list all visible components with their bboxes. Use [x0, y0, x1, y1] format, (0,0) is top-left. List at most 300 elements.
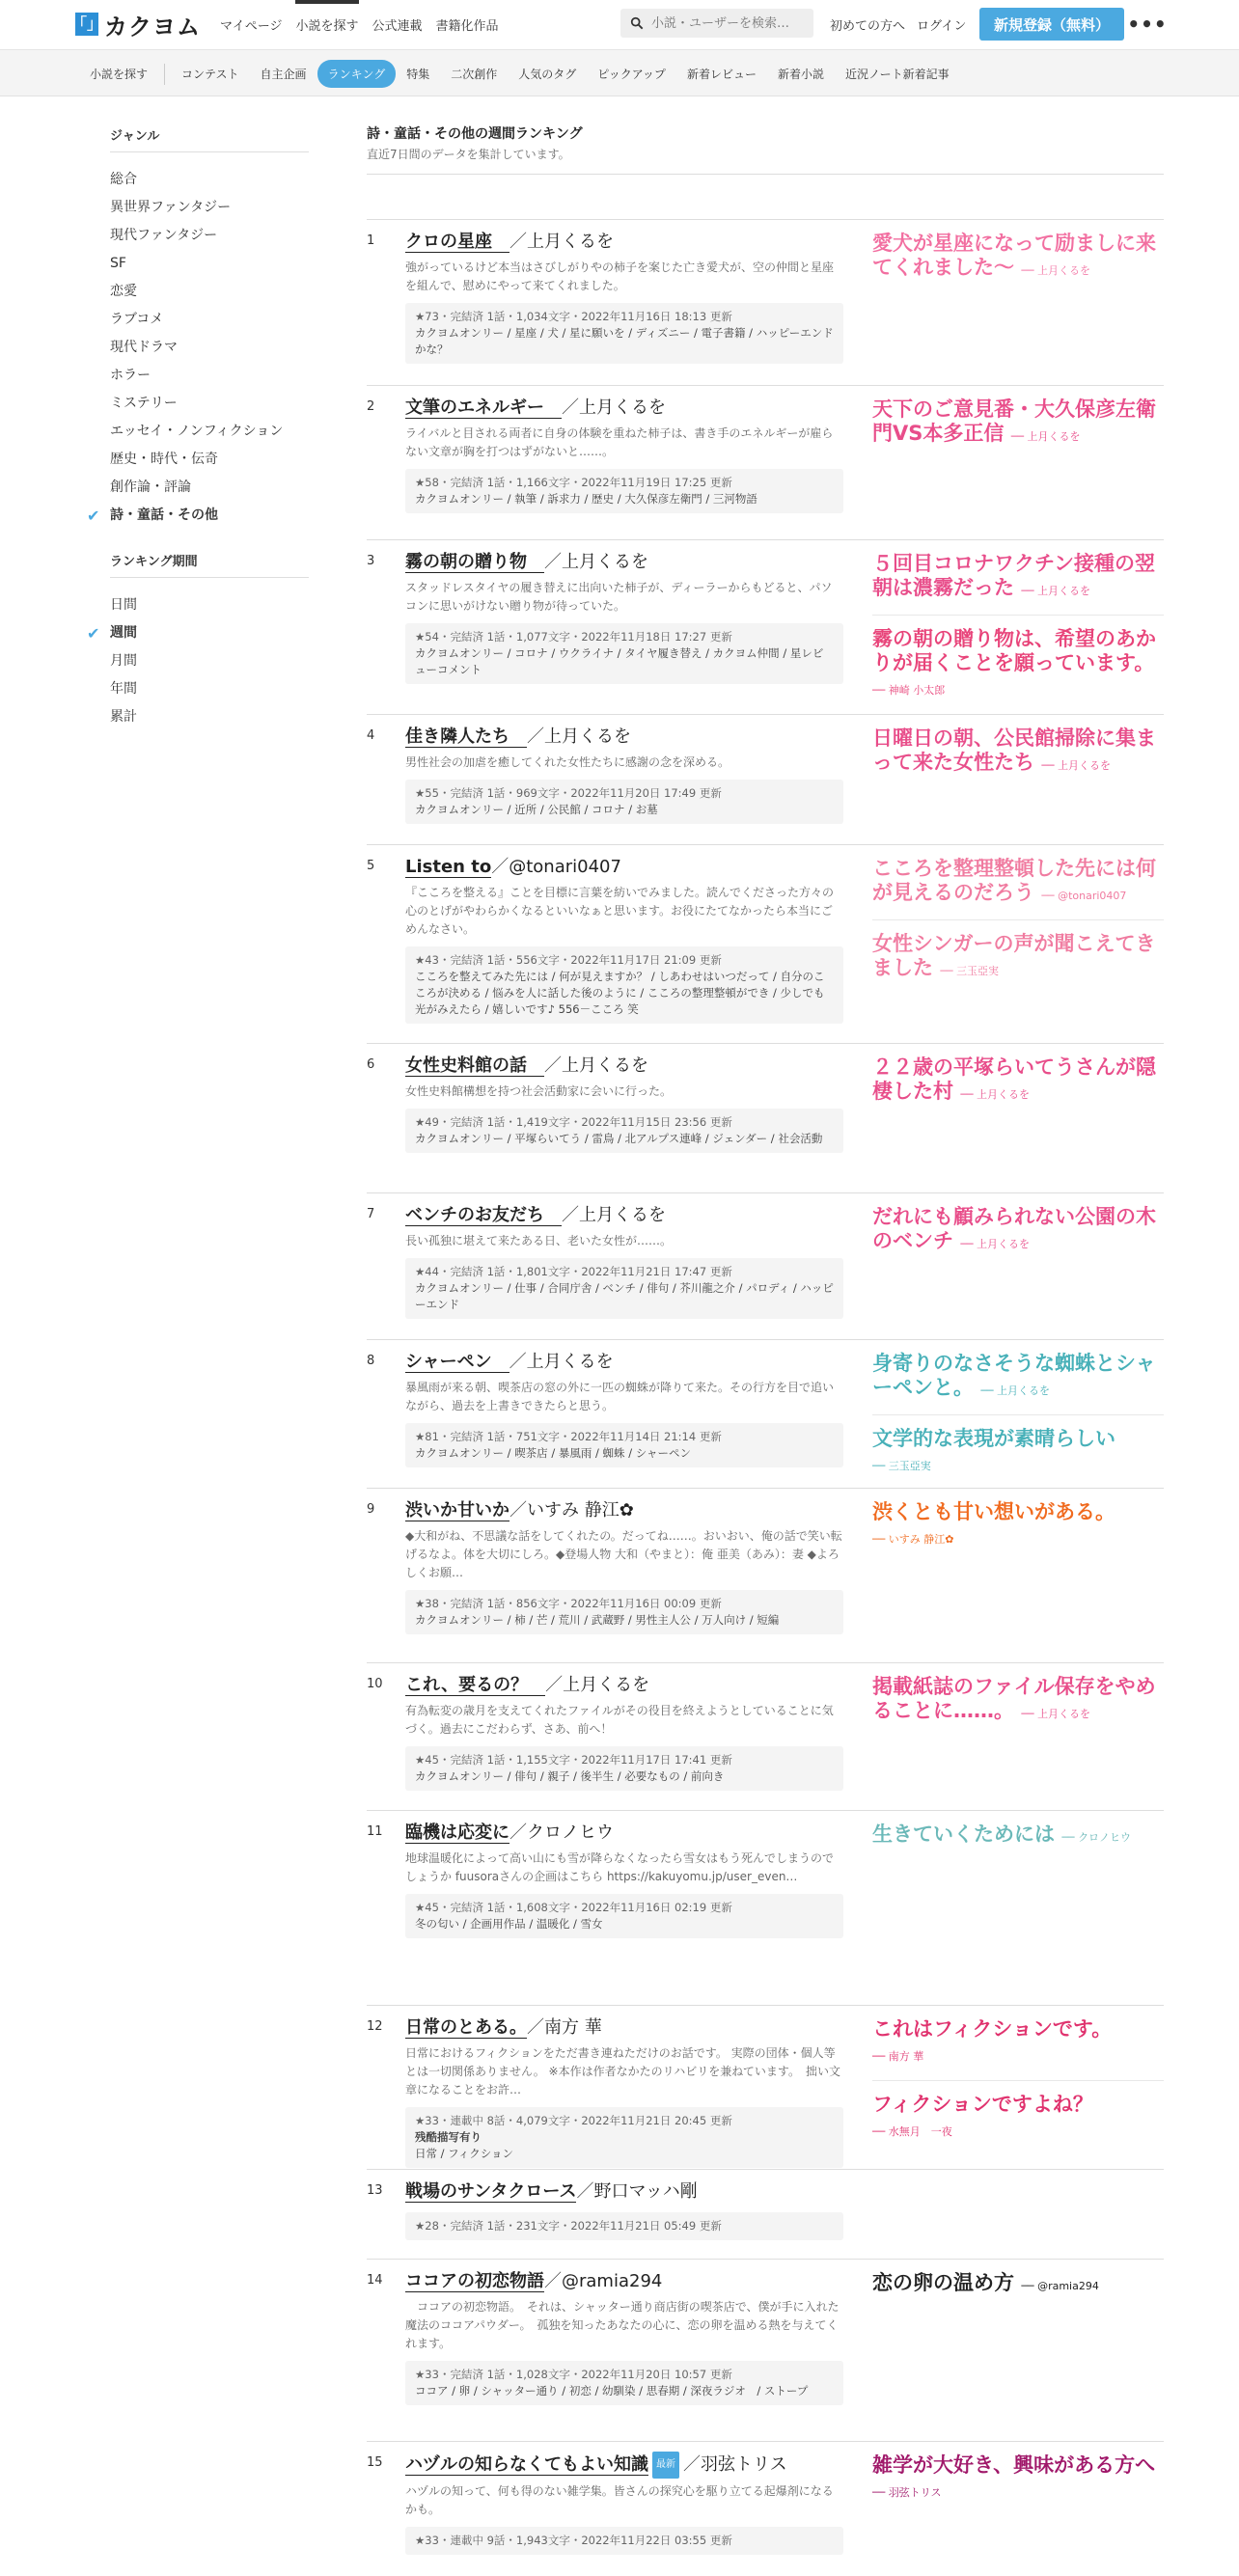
- rank-number: 14: [367, 2273, 383, 2288]
- genre-item-label: 恋愛: [110, 284, 137, 299]
- subnav-item[interactable]: 二次創作: [451, 68, 498, 81]
- author-separator: ／: [509, 1500, 527, 1521]
- work-stats: ★73・完結済 1話・1,034文字・2022年11月16日 18:13 更新: [415, 310, 732, 323]
- work-title-link[interactable]: ベンチのお友だち: [405, 1205, 562, 1225]
- review-list: [872, 1675, 1164, 1738]
- subnav-item[interactable]: 新着小説: [777, 68, 824, 81]
- work-tags[interactable]: 冬の匂い / 企画用作品 / 温暖化 / 雪女: [415, 1917, 603, 1931]
- review-author[interactable]: ── 羽弦トリス: [872, 2486, 942, 2499]
- work-info: [405, 2179, 843, 2240]
- author-link[interactable]: 羽弦トリス: [701, 2454, 787, 2475]
- period-item[interactable]: [110, 647, 309, 675]
- logo-mark-icon: 「」: [75, 13, 98, 36]
- ranking-entry: [367, 539, 1164, 714]
- work-info: [405, 2269, 843, 2405]
- work-meta: [405, 2107, 843, 2168]
- author-link[interactable]: いすみ 静江✿: [527, 1500, 634, 1521]
- review-text: ５回目コロナワクチン接種の翌朝は濃霧だった: [872, 552, 1155, 599]
- subnav-item[interactable]: 自主企画: [260, 68, 307, 81]
- review-author[interactable]: ── 上月くるを: [1011, 430, 1081, 443]
- review-text: これはフィクションです。: [872, 2017, 1113, 2041]
- work-title-link[interactable]: 女性史料館の話: [405, 1055, 544, 1076]
- review-catchphrase[interactable]: [872, 1822, 1164, 1861]
- author-link[interactable]: 上月くるを: [544, 726, 631, 747]
- review-author[interactable]: ── 上月くるを: [1021, 585, 1090, 597]
- subnav-item[interactable]: 人気のタグ: [518, 68, 577, 81]
- work-title-link[interactable]: 佳き隣人たち: [405, 726, 527, 747]
- author-link[interactable]: 上月くるを: [563, 1675, 650, 1695]
- work-info: [405, 1821, 843, 1938]
- work-title-link[interactable]: 日常のとある。: [405, 2017, 527, 2038]
- work-tags[interactable]: カクヨムオンリー / 仕事 / 合同庁舎 / ベンチ / 俳句 / 芥川龍之介 / パロディ / ハッピーエンド: [415, 1281, 834, 1311]
- genre-heading: ジャンル: [110, 125, 309, 152]
- ranking-entry: [367, 1192, 1164, 1339]
- work-title-line: [405, 2179, 843, 2205]
- review-catchphrase[interactable]: [872, 2093, 1164, 2155]
- search-box[interactable]: [620, 9, 813, 38]
- work-stats: ★58・完結済 1話・1,166文字・2022年11月19日 17:25 更新: [415, 476, 732, 489]
- review-text: 雑学が大好き、興味がある方へ: [872, 2453, 1156, 2477]
- review-catchphrase[interactable]: [872, 1427, 1164, 1490]
- author-separator: ／: [562, 1205, 579, 1225]
- review-catchphrase[interactable]: [872, 1675, 1164, 1738]
- rank-number: 7: [367, 1207, 375, 1221]
- ranking-main: [367, 123, 1164, 2547]
- review-catchphrase[interactable]: [872, 1205, 1164, 1268]
- genre-item[interactable]: [110, 166, 309, 194]
- period-item-label: 年間: [110, 681, 137, 697]
- nav-mypage[interactable]: マイページ: [220, 19, 283, 34]
- review-text: だれにも顧みられない公園の木のベンチ: [872, 1205, 1156, 1252]
- author-separator: ／: [509, 1822, 527, 1843]
- work-title-line: [405, 2015, 843, 2041]
- genre-item[interactable]: [110, 390, 309, 418]
- review-author[interactable]: ── 水無月 一夜: [872, 2125, 952, 2138]
- work-title-link[interactable]: これ、要るの？: [405, 1675, 546, 1695]
- author-separator: ／: [544, 2271, 562, 2291]
- review-author[interactable]: ── 三玉亞実: [872, 1460, 931, 1472]
- period-item[interactable]: [110, 675, 309, 703]
- sub-nav: [0, 50, 1239, 96]
- review-catchphrase[interactable]: [872, 726, 1164, 789]
- work-info: [405, 230, 843, 364]
- ranking-entry: [367, 1043, 1164, 1192]
- review-text: ２２歳の平塚らいてうさんが隠棲した村: [872, 1055, 1156, 1103]
- subnav-divider: [164, 64, 165, 85]
- subnav-item[interactable]: 新着レビュー: [686, 68, 757, 81]
- review-text: 掲載紙誌のファイル保存をやめることに……。: [872, 1675, 1156, 1722]
- ranking-entry: [367, 2169, 1164, 2259]
- genre-item[interactable]: [110, 278, 309, 306]
- review-catchphrase[interactable]: [872, 627, 1164, 714]
- review-text: 身寄りのなさそうな蜘蛛とシャーペンと。: [872, 1352, 1156, 1399]
- review-author[interactable]: ── @ramia294: [1021, 2280, 1099, 2292]
- work-stats: ★43・完結済 1話・556文字・2022年11月17日 21:09 更新: [415, 953, 722, 967]
- author-link[interactable]: 南方 華: [544, 2017, 602, 2038]
- work-meta: [405, 2361, 843, 2405]
- period-item-label: 累計: [110, 709, 137, 725]
- work-stats: ★33・連載中 8話・4,079文字・2022年11月21日 20:45 更新: [415, 2114, 732, 2127]
- work-meta: [405, 1894, 843, 1938]
- period-item-label: 日間: [110, 597, 137, 613]
- subnav-item[interactable]: ピックアップ: [597, 68, 666, 81]
- work-meta: [405, 1258, 843, 1319]
- genre-item[interactable]: [110, 474, 309, 502]
- genre-item-label: 創作論・評論: [110, 480, 191, 495]
- ranking-sidebar: [87, 125, 309, 731]
- work-title-link[interactable]: ココアの初恋物語: [405, 2271, 544, 2291]
- review-catchphrase[interactable]: [872, 857, 1164, 920]
- review-catchphrase[interactable]: [872, 1055, 1164, 1118]
- work-info: [405, 855, 843, 1024]
- work-meta: [405, 780, 843, 824]
- genre-item-label: ミステリー: [110, 396, 178, 411]
- site-logo[interactable]: [71, 10, 201, 41]
- review-catchphrase[interactable]: [872, 2017, 1164, 2081]
- review-list: [872, 1822, 1164, 1861]
- rank-number: 5: [367, 859, 375, 873]
- author-link[interactable]: 上月くるを: [527, 232, 614, 252]
- work-stats: ★33・連載中 9話・1,943文字・2022年11月22日 03:55 更新: [415, 2534, 732, 2547]
- work-info: [405, 2015, 843, 2168]
- new-badge: 最新: [652, 2452, 679, 2479]
- genre-item[interactable]: [110, 446, 309, 474]
- work-description: ココアの初恋物語。 それは、シャッター通り商店街の喫茶店で、僕が手に入れた魔法のココアパウダー。 孤独を知ったあなたの心に、恋の卵を温める熱を与えてくれます。: [405, 2300, 840, 2350]
- work-tags[interactable]: カクヨムオンリー / 近所 / 公民館 / コロナ / お墓: [415, 803, 658, 816]
- review-author[interactable]: ── 上月くるを: [1021, 1708, 1090, 1720]
- review-catchphrase[interactable]: [872, 232, 1164, 294]
- work-title-line: [405, 1054, 843, 1079]
- page-title: 詩・童話・その他の週間ランキング: [367, 126, 583, 142]
- review-author[interactable]: ── 上月くるを: [960, 1088, 1030, 1101]
- work-title-line: [405, 1821, 843, 1846]
- review-list: [872, 1352, 1164, 1490]
- genre-item-label: 総合: [110, 172, 137, 187]
- ranking-entry: [367, 219, 1164, 385]
- review-text: 恋の卵の温め方: [872, 2271, 1022, 2294]
- rank-number: 4: [367, 728, 375, 743]
- review-catchphrase[interactable]: [872, 932, 1164, 995]
- genre-item[interactable]: [110, 334, 309, 362]
- rank-number: 1: [367, 233, 375, 248]
- work-title-line: [405, 396, 843, 421]
- review-text: 渋くとも甘い想いがある。: [872, 1500, 1115, 1523]
- review-author[interactable]: ── 神崎 小太郎: [872, 684, 945, 697]
- genre-item[interactable]: [110, 250, 309, 278]
- work-info: [405, 2452, 843, 2555]
- period-item-label: 月間: [110, 653, 137, 669]
- review-list: [872, 1055, 1164, 1118]
- work-meta: [405, 1590, 843, 1634]
- review-list: [872, 2017, 1164, 2155]
- author-separator: ／: [491, 857, 509, 877]
- review-list: [872, 2453, 1164, 2516]
- review-list: [872, 1500, 1164, 1563]
- author-link[interactable]: 上月くるを: [562, 1055, 648, 1076]
- period-item[interactable]: [110, 591, 309, 619]
- genre-item[interactable]: [110, 194, 309, 222]
- genre-item[interactable]: [110, 222, 309, 250]
- review-text: こころを整理整頓した先には何が見えるのだろう: [872, 857, 1156, 904]
- genre-item-label: 異世界ファンタジー: [110, 200, 232, 215]
- period-heading: ランキング期間: [110, 551, 309, 578]
- genre-item-label: エッセイ・ノンフィクション: [110, 424, 284, 439]
- work-title-link[interactable]: シャーペン: [405, 1352, 509, 1372]
- work-title-line: [405, 550, 843, 575]
- rank-number: 11: [367, 1824, 383, 1839]
- review-list: [872, 397, 1164, 460]
- top-nav: [220, 15, 499, 34]
- genre-item-label: ラブコメ: [110, 312, 164, 327]
- work-title-link[interactable]: 霧の朝の贈り物: [405, 552, 544, 572]
- review-catchphrase[interactable]: [872, 1500, 1164, 1563]
- work-info: [405, 725, 843, 824]
- work-stats: ★45・完結済 1話・1,155文字・2022年11月17日 17:41 更新: [415, 1753, 732, 1767]
- review-text: 日曜日の朝、公民館掃除に集まって来た女性たち: [872, 726, 1156, 774]
- work-title-link[interactable]: 臨機は応変に: [405, 1822, 509, 1843]
- check-icon: ✔: [87, 507, 100, 525]
- work-info: [405, 396, 843, 513]
- subnav-item[interactable]: 近況ノート新着記事: [844, 68, 950, 81]
- review-text: 愛犬が星座になって励ましに来てくれました～: [872, 232, 1156, 279]
- author-link[interactable]: 上月くるを: [526, 1352, 614, 1372]
- work-tags[interactable]: カクヨムオンリー / 星座 / 犬 / 星に願いを / ディズニー / 電子書籍 / ハッピーエンドかな？: [415, 326, 834, 356]
- work-stats: ★45・完結済 1話・1,608文字・2022年11月16日 02:19 更新: [415, 1901, 732, 1914]
- work-description: 地球温暖化によって高い山にも雪が降らなくなったら雪女はもう死んでしまうのでしょうか fuusoraさんの企画はこちら https://kakuyomu.jp/user_even…: [405, 1851, 835, 1883]
- nav-published-works[interactable]: 書籍化作品: [435, 19, 499, 34]
- work-info: [405, 550, 843, 684]
- signup-button[interactable]: 新規登録（無料）: [979, 8, 1124, 41]
- genre-item-label: ホラー: [110, 368, 151, 383]
- check-icon: ✔: [87, 624, 100, 643]
- review-text: 女性シンガーの声が聞こえてきました: [872, 932, 1156, 979]
- review-catchphrase[interactable]: [872, 552, 1164, 616]
- work-tags[interactable]: カクヨムオンリー / 柿 / 芒 / 荒川 / 武蔵野 / 男性主人公 / 万人向け / 短編: [415, 1613, 780, 1627]
- work-description: 『こころを整える』ことを目標に言葉を紡いでみました。読んでくださった方々の心のとげがやわらかくなるといいなぁと思います。お役にたてなかったら本当にごめんなさい。: [405, 886, 835, 936]
- rank-number: 9: [367, 1502, 375, 1517]
- work-title-link[interactable]: クロの星座: [405, 232, 509, 252]
- review-catchphrase[interactable]: [872, 2453, 1164, 2516]
- review-author[interactable]: ── いすみ 静江✿: [872, 1533, 953, 1546]
- author-separator: ／: [562, 397, 579, 418]
- search-icon: [630, 16, 644, 30]
- rank-number: 2: [367, 399, 375, 414]
- author-link[interactable]: @tonari0407: [509, 857, 621, 877]
- page-subtitle: 直近7日間のデータを集計しています。: [367, 148, 570, 161]
- nav-official-series[interactable]: 公式連載: [372, 19, 423, 34]
- work-title-line: [405, 1350, 843, 1375]
- period-item[interactable]: [110, 703, 309, 731]
- work-meta: [405, 469, 843, 513]
- content-warning: 残酷描写有り: [415, 2130, 482, 2144]
- work-title-line: [405, 1673, 843, 1698]
- period-item-label: 週間: [110, 625, 137, 641]
- author-separator: ／: [683, 2454, 701, 2475]
- rank-number: 13: [367, 2183, 383, 2198]
- work-description: 長い孤独に堪えて来たある日、老いた女性が……。: [405, 1234, 673, 1247]
- work-tags[interactable]: こころを整えてみた先には / 何が見えますか？ / しあわせはいつだって / 自分のこころが決める / 悩みを人に話した後のように / こころの整理整頓ができ / 少しでも光がみえたら / 嬉しいです♪ 556－こころ 笑: [415, 970, 825, 1016]
- more-menu-icon[interactable]: •••: [1127, 13, 1168, 36]
- subnav-item[interactable]: 特集: [406, 68, 430, 81]
- author-separator: ／: [544, 1055, 562, 1076]
- review-text: フィクションですよね？: [872, 2093, 1093, 2116]
- work-title-link[interactable]: 渋いか甘いか: [405, 1500, 509, 1521]
- review-catchphrase[interactable]: [872, 397, 1164, 460]
- work-meta: [405, 1109, 843, 1153]
- review-author[interactable]: ── 上月くるを: [960, 1238, 1030, 1250]
- review-author[interactable]: ── 南方 華: [872, 2050, 923, 2063]
- author-separator: ／: [509, 1352, 527, 1372]
- work-description: ライバルと目される両者に自身の体験を重ねた柿子は、書き手のエネルギーが雇らない文章が胸を打つはずがないと……。: [405, 426, 834, 458]
- review-list: [872, 1205, 1164, 1268]
- nav-find-novels[interactable]: 小説を探す: [295, 15, 358, 34]
- work-description: 日常におけるフィクションをただ書き連ねただけのお話です。 実際の団体・個人等とは一切関係ありません。 ※本作は作者なかたのリハビリを兼ねています。 拙い文章になることをお許…: [405, 2046, 840, 2096]
- work-description: 暴風雨が来る朝、喫茶店の窓の外に一匹の蜘蛛が降りて来た。その行方を目で追いながら、過去を上書きできたらと思う。: [405, 1381, 835, 1412]
- work-info: [405, 1498, 843, 1634]
- review-text: 文学的な表現が素晴らしい: [872, 1427, 1115, 1450]
- work-title-link[interactable]: 戦場のサンタクロース: [405, 2181, 577, 2202]
- work-tags[interactable]: カクヨムオンリー / 喫茶店 / 暴風雨 / 蜘蛛 / シャーペン: [415, 1446, 692, 1460]
- ranking-entry: [367, 714, 1164, 844]
- work-title-link[interactable]: ハヅルの知らなくてもよい知識: [405, 2454, 648, 2475]
- ranking-entry: [367, 2441, 1164, 2576]
- work-description: 女性史料館構想を持つ社会活動家に会いに行った。: [405, 1084, 673, 1098]
- work-title-line: [405, 855, 843, 880]
- work-description: スタッドレスタイヤの履き替えに出向いた柿子が、ディーラーからもどると、パソコンに思いがけない贈り物が待っていた。: [405, 581, 833, 613]
- review-author[interactable]: ── 上月くるを: [1041, 759, 1111, 772]
- ranking-entry: [367, 2005, 1164, 2169]
- subnav-item[interactable]: ランキング: [317, 60, 397, 88]
- ranking-entry: [367, 385, 1164, 539]
- author-separator: ／: [509, 232, 527, 252]
- rank-number: 15: [367, 2455, 383, 2470]
- review-list: [872, 2271, 1164, 2310]
- work-description: 男性社会の加虐を癒してくれた女性たちに感謝の念を深める。: [405, 755, 730, 769]
- subnav-item[interactable]: 小説を探す: [90, 68, 149, 81]
- work-stats: ★55・完結済 1話・969文字・2022年11月20日 17:49 更新: [415, 786, 722, 800]
- work-meta: [405, 623, 843, 684]
- ranking-entry: [367, 1488, 1164, 1662]
- review-list: [872, 552, 1164, 714]
- work-title-link[interactable]: 文筆のエネルギー: [405, 397, 562, 418]
- work-title-line: [405, 2452, 843, 2479]
- period-list: [87, 591, 309, 731]
- rank-number: 12: [367, 2019, 383, 2034]
- genre-item-label: SF: [110, 256, 126, 271]
- subnav-item[interactable]: コンテスト: [181, 68, 239, 81]
- author-separator: ／: [544, 552, 562, 572]
- rank-number: 6: [367, 1057, 375, 1072]
- work-stats: ★81・完結済 1話・751文字・2022年11月14日 21:14 更新: [415, 1430, 722, 1443]
- author-separator: ／: [576, 2181, 594, 2202]
- genre-item-label: 現代ファンタジー: [110, 228, 218, 243]
- review-author[interactable]: ── クロノヒウ: [1061, 1831, 1131, 1844]
- rank-number: 10: [367, 1677, 383, 1691]
- author-link[interactable]: 上月くるを: [579, 1205, 666, 1225]
- work-title-link[interactable]: Listen to: [405, 857, 492, 877]
- ranking-entry: [367, 844, 1164, 1043]
- work-tags[interactable]: ココア / 卵 / シャッター通り / 初恋 / 幼馴染 / 思春期 / 深夜ラジオ / ストープ: [415, 2384, 809, 2398]
- review-text: 天下のご意見番・大久保彦左衛門VS本多正信: [872, 397, 1156, 445]
- work-description: ◆大和がね、不思議な話をしてくれたの。だってね……。おいおい、俺の話で笑い転げるなよ。体を大切にしろ。◆登場人物 大和（やまと）：俺 亜美（あみ）：妻 ◆よろしくお願…: [405, 1529, 842, 1579]
- work-tags[interactable]: カクヨムオンリー / コロナ / ウクライナ / タイヤ履き替え / カクヨム仲間 / 星レビューコメント: [415, 646, 824, 676]
- logo-text: カクヨム: [104, 13, 201, 41]
- genre-item[interactable]: [110, 418, 309, 446]
- ranking-entry: [367, 2259, 1164, 2441]
- work-title-line: [405, 2269, 843, 2294]
- work-tags[interactable]: 日常 / フィクション: [415, 2147, 514, 2160]
- author-link[interactable]: 野口マッハ剛: [593, 2181, 698, 2202]
- login-link[interactable]: ログイン: [917, 19, 967, 34]
- work-stats: ★49・完結済 1話・1,419文字・2022年11月15日 23:56 更新: [415, 1115, 732, 1129]
- review-author[interactable]: ── @tonari0407: [1041, 890, 1126, 902]
- review-author[interactable]: ── 三玉亞実: [940, 965, 999, 977]
- work-title-line: [405, 1203, 843, 1228]
- work-description: 強がっているけど本当はさびしがりやの柿子を案じた亡き愛犬が、空の仲間と星座を組んで、慰めにやって来てくれました。: [405, 260, 835, 292]
- work-tags[interactable]: カクヨムオンリー / 執筆 / 訴求力 / 歴史 / 大久保彦左衛門 / 三河物語: [415, 492, 757, 506]
- ranking-entry: [367, 1662, 1164, 1810]
- genre-item[interactable]: [110, 362, 309, 390]
- author-link[interactable]: 上月くるを: [579, 397, 666, 418]
- review-text: 霧の朝の贈り物は、希望のあかりが届くことを願っています。: [872, 627, 1156, 674]
- rank-number: 3: [367, 554, 375, 568]
- work-meta: [405, 1423, 843, 1467]
- review-list: [872, 857, 1164, 995]
- ranking-entry: [367, 1810, 1164, 2005]
- work-title-line: [405, 230, 843, 255]
- work-meta: [405, 1746, 843, 1791]
- site-header: [0, 0, 1239, 50]
- review-catchphrase[interactable]: [872, 1352, 1164, 1415]
- work-stats: ★33・完結済 1話・1,028文字・2022年11月20日 10:57 更新: [415, 2368, 732, 2381]
- work-tags[interactable]: カクヨムオンリー / 平塚らいてう / 雷鳥 / 北アルプス連峰 / ジェンダー / 社会活動: [415, 1132, 823, 1145]
- work-meta: [405, 2527, 843, 2555]
- work-stats: ★54・完結済 1話・1,077文字・2022年11月18日 17:27 更新: [415, 630, 732, 644]
- genre-item[interactable]: [87, 502, 309, 530]
- work-meta: [405, 303, 843, 364]
- first-time-link[interactable]: 初めての方へ: [830, 19, 906, 34]
- work-stats: ★28・完結済 1話・231文字・2022年11月21日 05:49 更新: [415, 2219, 722, 2233]
- author-separator: ／: [527, 2017, 544, 2038]
- genre-item-label: 現代ドラマ: [110, 340, 178, 355]
- review-catchphrase[interactable]: [872, 2271, 1164, 2310]
- review-author[interactable]: ── 上月くるを: [1021, 264, 1090, 277]
- author-link[interactable]: クロノヒウ: [527, 1822, 614, 1843]
- genre-list: [87, 166, 309, 530]
- period-item[interactable]: [87, 619, 309, 647]
- work-meta: [405, 2212, 843, 2240]
- work-description: ハヅルの知って、何も得のない雑学集。皆さんの探究心を駆り立てる起爆剤になるかも。: [405, 2484, 834, 2516]
- ranking-entry: [367, 1339, 1164, 1488]
- author-separator: ／: [527, 726, 544, 747]
- genre-item-label: 詩・童話・その他: [110, 507, 218, 523]
- author-link[interactable]: 上月くるを: [562, 552, 648, 572]
- genre-item-label: 歴史・時代・伝奇: [110, 452, 218, 467]
- work-info: [405, 1054, 843, 1153]
- review-list: [872, 232, 1164, 294]
- work-info: [405, 1673, 843, 1791]
- work-title-line: [405, 725, 843, 750]
- work-stats: ★38・完結済 1話・856文字・2022年11月16日 00:09 更新: [415, 1597, 722, 1610]
- work-tags[interactable]: カクヨムオンリー / 俳句 / 親子 / 後半生 / 必要なもの / 前向き: [415, 1769, 725, 1783]
- genre-item[interactable]: [110, 306, 309, 334]
- author-link[interactable]: @ramia294: [562, 2271, 663, 2291]
- work-meta: [405, 946, 843, 1024]
- rank-number: 8: [367, 1354, 375, 1368]
- work-info: [405, 1350, 843, 1467]
- review-author[interactable]: ── 上月くるを: [980, 1384, 1050, 1397]
- search-input[interactable]: [651, 16, 806, 31]
